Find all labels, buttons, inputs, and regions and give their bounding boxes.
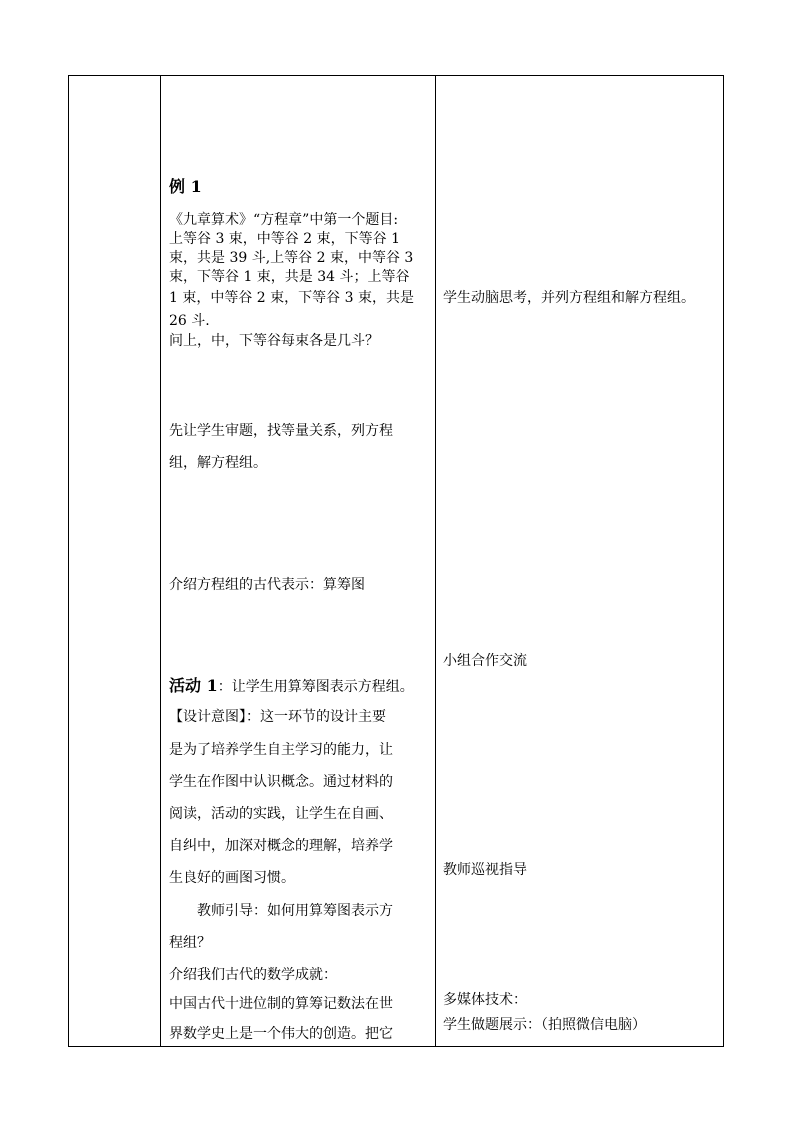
review-line: 组，解方程组。 <box>169 455 267 471</box>
design-line: 生良好的画图习惯。 <box>169 870 295 886</box>
achievement-line: 中国古代十进位制的算筹记数法在世 <box>169 996 393 1012</box>
design-line: 是为了培养学生自主学习的能力，让 <box>169 742 393 758</box>
group-exchange-text: 小组合作交流 <box>443 653 527 669</box>
guide-line: 教师引导：如何用算筹图表示方 <box>197 903 393 919</box>
example-line: 1 束，中等谷 2 束，下等谷 3 束，共是 <box>169 290 414 306</box>
teacher-patrol-text: 教师巡视指导 <box>443 862 527 878</box>
design-line: 自纠中，加深对概念的理解，培养学 <box>169 838 393 854</box>
example-line: 上等谷 3 束，中等谷 2 束，下等谷 1 <box>169 231 400 247</box>
example-question: 问上，中，下等谷每束各是几斗？ <box>169 333 379 349</box>
activity-line <box>169 674 431 699</box>
design-line: 学生在作图中认识概念。通过材料的 <box>169 774 393 790</box>
intro-rods-text: 介绍方程组的古代表示：算筹图 <box>169 577 365 593</box>
example-line: 束，下等谷 1 束，共是 34 斗；上等谷 <box>169 269 410 285</box>
achievement-line: 介绍我们古代的数学成就： <box>169 967 337 983</box>
multimedia-text: 多媒体技术： <box>443 992 527 1008</box>
example-line: 《九章算术》“方程章”中第一个题目: <box>169 212 399 228</box>
review-line: 先让学生审题，找等量关系，列方程 <box>169 423 393 439</box>
student-show-text: 学生做题展示：（拍照微信电脑） <box>443 1017 646 1033</box>
student-think-text: 学生动脑思考，并列方程组和解方程组。 <box>443 290 695 306</box>
example-line: 束，共是 39 斗,上等谷 2 束，中等谷 3 <box>169 250 414 266</box>
example-title: 例 1 <box>169 177 202 196</box>
activity-text: ：让学生用算筹图表示方程组。 <box>217 679 414 695</box>
example-line: 26 斗. <box>169 313 210 329</box>
guide-line: 程组？ <box>169 935 211 951</box>
column-divider-1 <box>160 76 161 1046</box>
activity-label: 活动 1 <box>169 676 218 695</box>
design-line: 阅读，活动的实践，让学生在自画、 <box>169 806 393 822</box>
design-line: 【设计意图】：这一环节的设计主要 <box>169 709 386 725</box>
lesson-table <box>68 75 724 1047</box>
achievement-line: 界数学史上是一个伟大的创造。把它 <box>169 1026 393 1042</box>
